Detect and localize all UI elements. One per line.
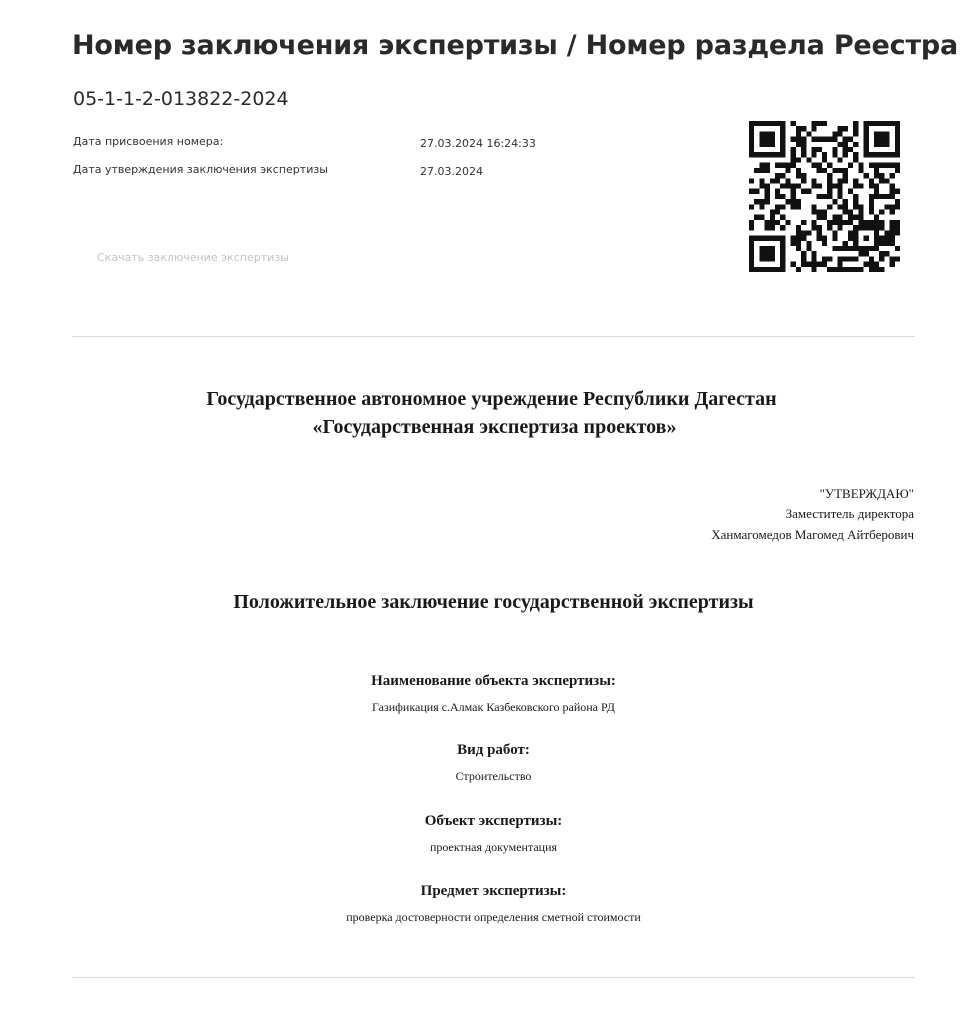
expertise-object-value: проектная документация xyxy=(429,840,558,854)
organization-line-1: Государственное автономное учреждение Республики Дагестан xyxy=(206,388,777,410)
object-name-label: Наименование объекта экспертизы: xyxy=(371,673,616,689)
assignment-date-label: Дата присвоения номера: xyxy=(73,135,224,148)
approval-date-label: Дата утверждения заключения экспертизы xyxy=(73,163,328,176)
approver-position: Заместитель директора xyxy=(785,506,914,521)
qr-code-icon xyxy=(749,121,900,272)
document-title: Положительное заключение государственной экспертизы xyxy=(233,591,754,613)
work-type-value: Строительство xyxy=(455,769,532,783)
page-title: Номер заключения экспертизы / Номер раздела Реестра xyxy=(72,30,959,61)
organization-line-2: «Государственная экспертиза проектов» xyxy=(312,416,677,438)
work-type-label: Вид работ: xyxy=(457,742,530,758)
approval-date-value: 27.03.2024 xyxy=(420,165,483,178)
assignment-date-value: 27.03.2024 16:24:33 xyxy=(420,137,536,150)
approval-stamp: "УТВЕРЖДАЮ" xyxy=(819,486,914,501)
object-name-value: Газификация с.Алмак Казбековского района РД xyxy=(372,700,615,714)
expertise-subject-value: проверка достоверности определения сметной стоимости xyxy=(346,910,641,924)
approver-name: Ханмагомедов Магомед Айтберович xyxy=(711,527,914,542)
registry-number: 05-1-1-2-013822-2024 xyxy=(73,88,289,110)
top-divider xyxy=(72,336,915,337)
download-conclusion-link[interactable]: Скачать заключение экспертизы xyxy=(97,251,289,264)
expertise-subject-label: Предмет экспертизы: xyxy=(420,883,567,899)
bottom-divider xyxy=(72,977,915,978)
expertise-object-label: Объект экспертизы: xyxy=(424,813,563,829)
